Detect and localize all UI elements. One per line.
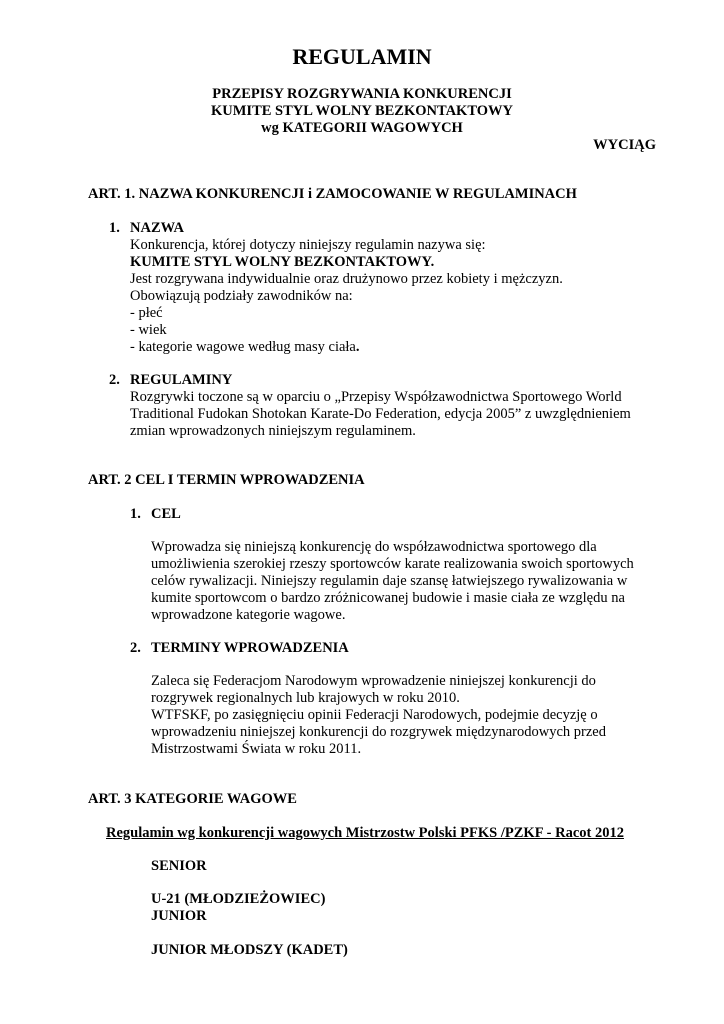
art2-heading: ART. 2 CEL I TERMIN WPROWADZENIA	[88, 472, 365, 488]
art2-item2-line: Zaleca się Federacjom Narodowym wprowadzenie niniejszej konkurencji do	[151, 673, 596, 689]
division-item: - kategorie wagowe według masy ciała.	[130, 339, 360, 355]
art2-item2-number: 2.	[130, 640, 141, 656]
art2-item2-line: WTFSKF, po zasięgnięciu opinii Federacji Narodowych, podejmie decyzję o	[151, 707, 598, 723]
weight-category-junior: JUNIOR	[151, 908, 207, 924]
art2-item1-number: 1.	[130, 506, 141, 522]
weight-category-u21: U-21 (MŁODZIEŻOWIEC)	[151, 891, 326, 907]
document-title: REGULAMIN	[292, 44, 432, 69]
art2-item2-line: Mistrzostwami Świata w roku 2011.	[151, 741, 362, 757]
art1-item1-title: NAZWA	[130, 220, 184, 236]
art2-item1-line: wprowadzone kategorie wagowe.	[151, 607, 346, 623]
art2-item1-line: kumite sportowcom o bardzo zróżnicowanej budowie i masie ciała ze względu na	[151, 590, 625, 606]
art2-item1-title: CEL	[151, 506, 181, 522]
art1-item2-number: 2.	[109, 372, 120, 388]
art1-item2-line: Traditional Fudokan Shotokan Karate-Do Federation, edycja 2005” z uwzględnieniem	[130, 406, 631, 422]
excerpt-label: WYCIĄG	[593, 137, 656, 153]
competition-name: KUMITE STYL WOLNY BEZKONTAKTOWY.	[130, 254, 435, 270]
weight-category-cadet: JUNIOR MŁODSZY (KADET)	[151, 942, 348, 958]
weight-category-senior: SENIOR	[151, 858, 207, 874]
art1-item2-line: zmian wprowadzonych niniejszym regulaminem.	[130, 423, 416, 439]
division-item: - wiek	[130, 322, 167, 338]
art3-subheading: Regulamin wg konkurencji wagowych Mistrzostw Polski PFKS /PZKF - Racot 2012	[106, 825, 624, 841]
art2-item1-line: Wprowadza się niniejszą konkurencję do współzawodnictwa sportowego dla	[151, 539, 597, 555]
art1-item1-number: 1.	[109, 220, 120, 236]
art3-heading: ART. 3 KATEGORIE WAGOWE	[88, 791, 297, 807]
art1-heading: ART. 1. NAZWA KONKURENCJI i ZAMOCOWANIE W REGULAMINACH	[88, 186, 577, 202]
subtitle-line-3: wg KATEGORII WAGOWYCH	[261, 120, 463, 136]
art2-item1-line: celów rywalizacji. Niniejszy regulamin daje szansę łatwiejszego rywalizowania w	[151, 573, 628, 589]
art1-item2-title: REGULAMINY	[130, 372, 233, 388]
art1-item1-line: Konkurencja, której dotyczy niniejszy regulamin nazywa się:	[130, 237, 486, 253]
subtitle-line-2: KUMITE STYL WOLNY BEZKONTAKTOWY	[210, 103, 513, 119]
art2-item1-line: umożliwienia szerokiej rzeszy sportowców karate realizowania swoich sportowych	[151, 556, 634, 572]
art2-item2-title: TERMINY WPROWADZENIA	[151, 640, 349, 656]
division-item: - płeć	[130, 305, 163, 321]
art1-item1-line: Obowiązują podziały zawodników na:	[130, 288, 353, 304]
art2-item2-line: rozgrywek regionalnych lub krajowych w roku 2010.	[151, 690, 460, 706]
subtitle-line-1: PRZEPISY ROZGRYWANIA KONKURENCJI	[212, 86, 512, 102]
art2-item2-line: wprowadzeniu niniejszej konkurencji do rozgrywek międzynarodowych przed	[151, 724, 606, 740]
art1-item1-line: Jest rozgrywana indywidualnie oraz drużynowo przez kobiety i mężczyzn.	[130, 271, 563, 287]
art1-item2-line: Rozgrywki toczone są w oparciu o „Przepisy Współzawodnictwa Sportowego World	[130, 389, 622, 405]
